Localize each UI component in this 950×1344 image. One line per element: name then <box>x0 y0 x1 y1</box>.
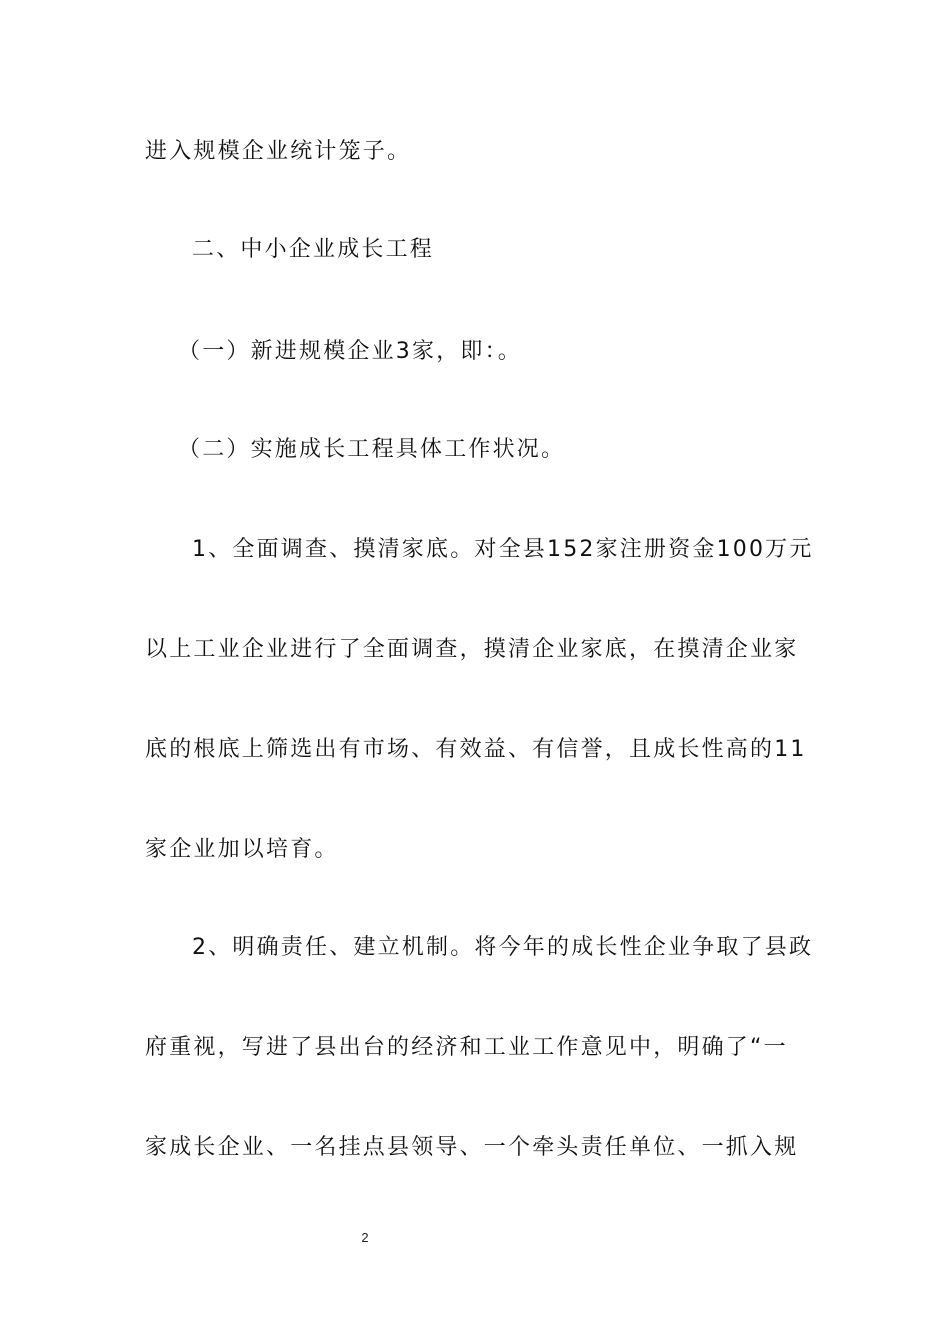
section-heading: 二、中小企业成长工程 <box>192 237 435 262</box>
subsection-heading: （二）实施成长工程具体工作状况。 <box>178 437 566 462</box>
subsection-heading: （一）新进规模企业3家，即：。 <box>178 339 522 364</box>
paragraph-line: 进入规模企业统计笼子。 <box>145 139 412 164</box>
paragraph-line: 家成长企业、一名挂点县领导、一个牵头责任单位、一抓入规 <box>145 1135 799 1160</box>
paragraph-line: 府重视，写进了县出台的经济和工业工作意见中，明确了“一 <box>145 1035 788 1060</box>
paragraph-line: 家企业加以培育。 <box>145 837 339 862</box>
paragraph-line: 2、明确责任、建立机制。将今年的成长性企业争取了县政 <box>192 935 814 960</box>
paragraph-line: 1、全面调查、摸清家底。对全县152家注册资金100万元 <box>192 537 814 562</box>
page-number: 2 <box>361 1230 369 1245</box>
paragraph-line: 底的根底上筛选出有市场、有效益、有信誉，且成长性高的11 <box>145 737 807 762</box>
paragraph-line: 以上工业企业进行了全面调查，摸清企业家底，在摸清企业家 <box>145 637 799 662</box>
